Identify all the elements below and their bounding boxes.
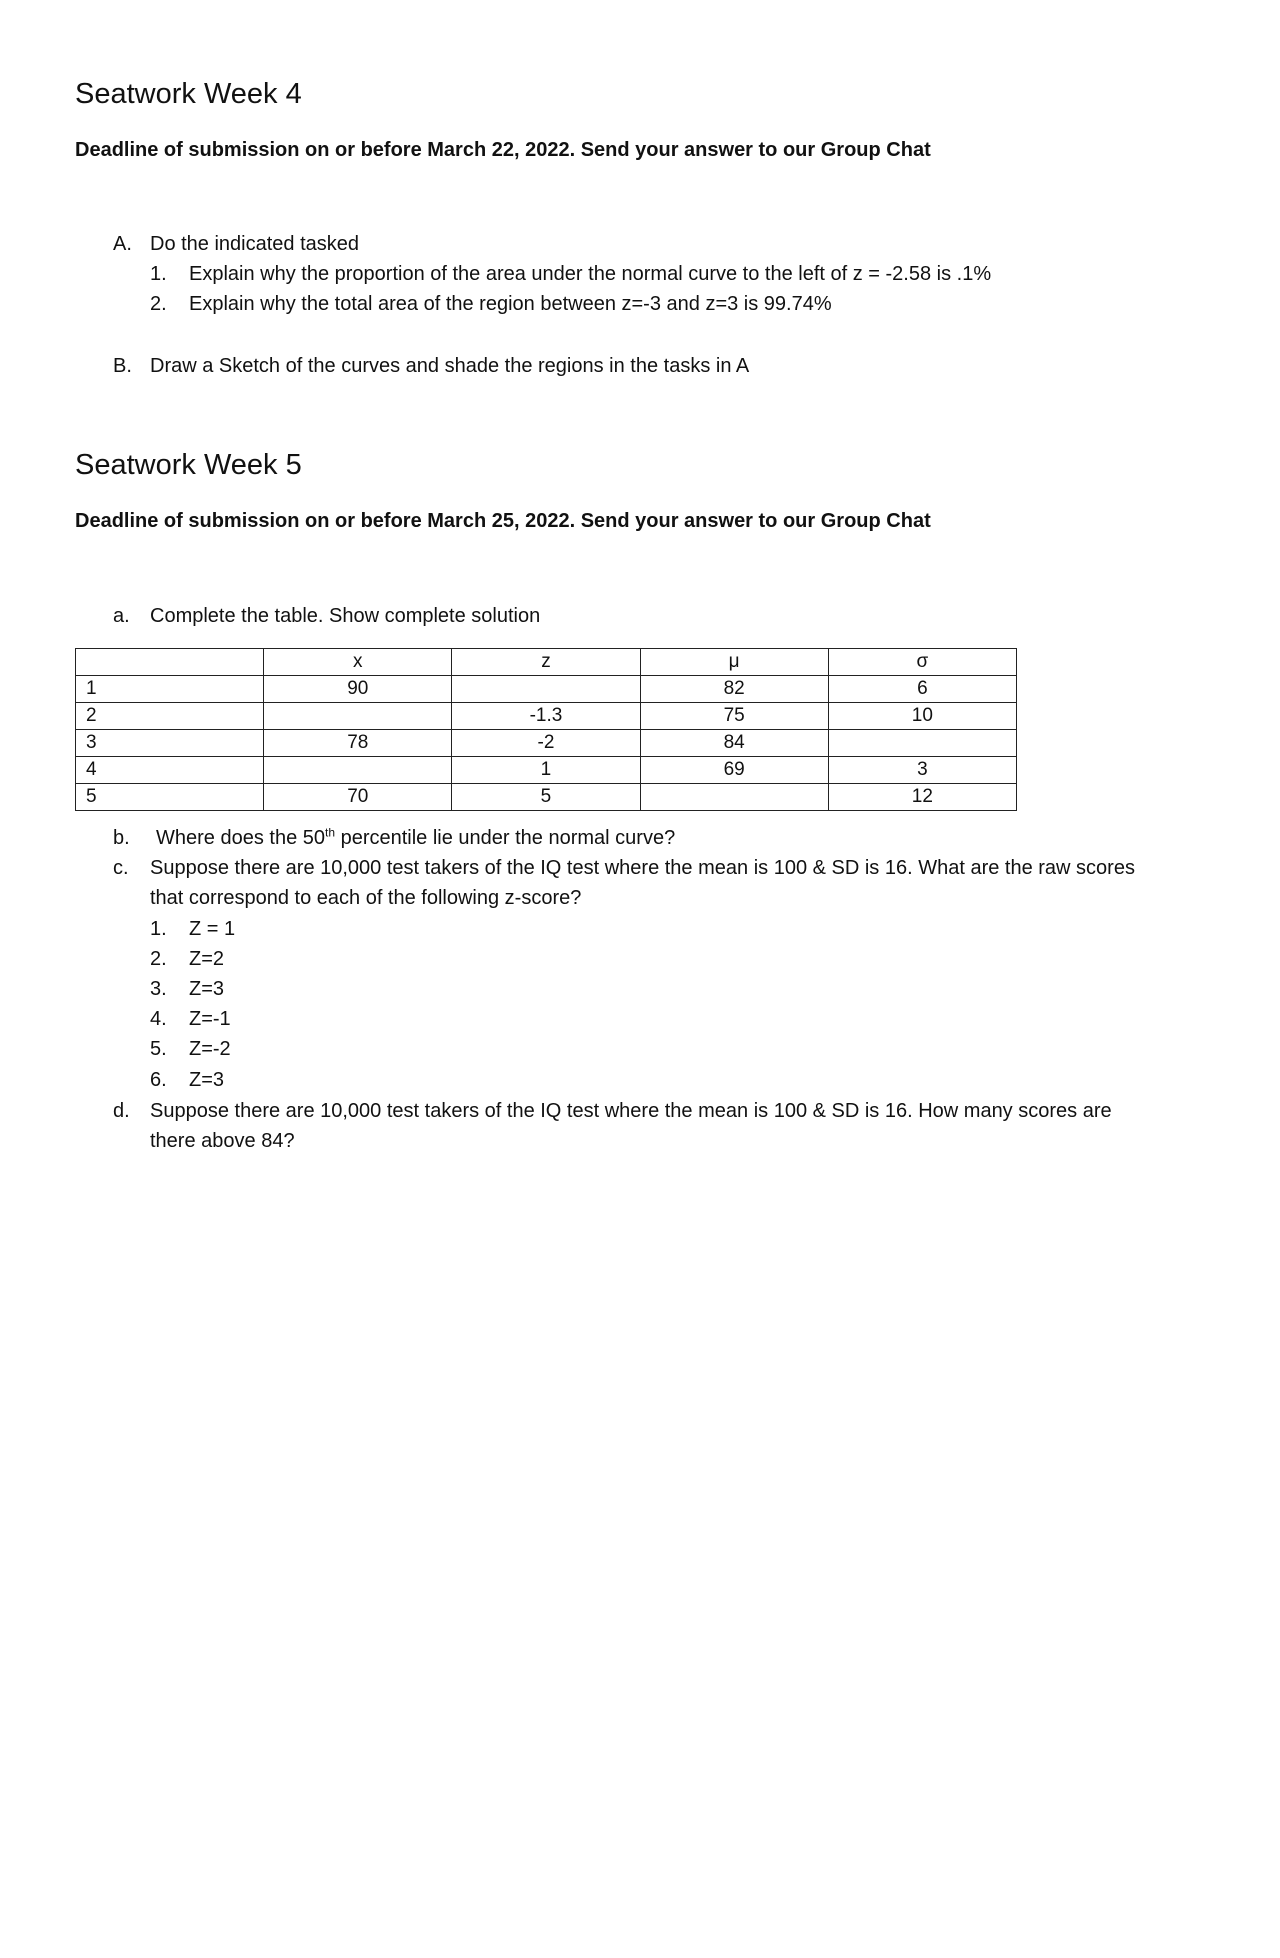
- list-item-text: Where does the 50th percentile lie under the normal curve?: [156, 825, 676, 849]
- table-cell: [828, 730, 1016, 757]
- table-cell: [264, 703, 452, 730]
- table-cell: 10: [828, 703, 1016, 730]
- table-cell: 3: [76, 730, 264, 757]
- table-cell: 5: [452, 784, 640, 811]
- table-row: [76, 784, 1017, 811]
- list-item-text: Z=3: [189, 978, 225, 1000]
- table-row: [76, 757, 1017, 784]
- table-cell: 69: [640, 757, 828, 784]
- list-item-text: Explain why the total area of the region between z=-3 and z=3 is 99.74%: [189, 293, 832, 315]
- list-item-text: Draw a Sketch of the curves and shade the regions in the tasks in A: [150, 355, 750, 377]
- list-marker: 1.: [150, 263, 167, 285]
- list-item-text: Z = 1: [189, 918, 236, 940]
- list-item-text: Do the indicated tasked: [150, 233, 360, 255]
- week5-deadline: Deadline of submission on or before March 25, 2022. Send your answer to our Group Chat: [75, 510, 931, 532]
- list-item-text-cont: there above 84?: [150, 1130, 295, 1152]
- table-cell: 78: [264, 730, 452, 757]
- list-item-text: Explain why the proportion of the area under the normal curve to the left of z = -2.58 is .1%: [189, 263, 992, 285]
- week5-title: Seatwork Week 5: [75, 449, 302, 481]
- table-row: [76, 703, 1017, 730]
- table-cell: 82: [640, 676, 828, 703]
- data-table: [75, 648, 1017, 811]
- table-row: [76, 730, 1017, 757]
- superscript-th: th: [325, 825, 336, 840]
- list-item-text: Z=2: [189, 948, 225, 970]
- table-cell: 12: [828, 784, 1016, 811]
- table-cell: [640, 784, 828, 811]
- week4-deadline: Deadline of submission on or before March 22, 2022. Send your answer to our Group Chat: [75, 139, 931, 161]
- week4-title: Seatwork Week 4: [75, 78, 302, 110]
- list-marker: d.: [113, 1100, 130, 1122]
- table-cell: 2: [76, 703, 264, 730]
- table-cell: 4: [76, 757, 264, 784]
- table-cell: -1.3: [452, 703, 640, 730]
- list-marker: 1.: [150, 918, 167, 940]
- list-marker: B.: [113, 355, 132, 377]
- list-item-text: Complete the table. Show complete solution: [150, 605, 541, 627]
- table-cell: 70: [264, 784, 452, 811]
- list-marker: 4.: [150, 1008, 167, 1030]
- table-header-row: [76, 649, 1017, 676]
- list-item-text: Suppose there are 10,000 test takers of the IQ test where the mean is 100 & SD is 16. How many scores are: [150, 1100, 1112, 1122]
- header-cell: x: [264, 649, 452, 676]
- list-marker: 3.: [150, 978, 167, 1000]
- table-cell: 1: [76, 676, 264, 703]
- list-marker: A.: [113, 233, 132, 255]
- table-cell: 3: [828, 757, 1016, 784]
- list-marker: 2.: [150, 293, 167, 315]
- list-item-text: Z=3: [189, 1069, 225, 1091]
- list-item-text: Z=-2: [189, 1038, 231, 1060]
- list-marker: c.: [113, 857, 129, 879]
- table-cell: 1: [452, 757, 640, 784]
- header-cell: σ: [828, 649, 1016, 676]
- list-marker: 6.: [150, 1069, 167, 1091]
- table-cell: [264, 757, 452, 784]
- table-cell: 75: [640, 703, 828, 730]
- table-cell: 6: [828, 676, 1016, 703]
- list-marker: b.: [113, 827, 130, 849]
- table-cell: [452, 676, 640, 703]
- list-marker: 2.: [150, 948, 167, 970]
- list-item-text: Suppose there are 10,000 test takers of the IQ test where the mean is 100 & SD is 16. What are the raw scores: [150, 857, 1135, 879]
- list-marker: 5.: [150, 1038, 167, 1060]
- table-row: [76, 676, 1017, 703]
- table-cell: 84: [640, 730, 828, 757]
- table-cell: -2: [452, 730, 640, 757]
- table-cell: 5: [76, 784, 264, 811]
- list-item-text-cont: that correspond to each of the following z-score?: [150, 887, 582, 909]
- table-cell: 90: [264, 676, 452, 703]
- header-cell: [76, 649, 264, 676]
- list-item-text: Z=-1: [189, 1008, 231, 1030]
- list-marker: a.: [113, 605, 130, 627]
- header-cell: z: [452, 649, 640, 676]
- header-cell: μ: [640, 649, 828, 676]
